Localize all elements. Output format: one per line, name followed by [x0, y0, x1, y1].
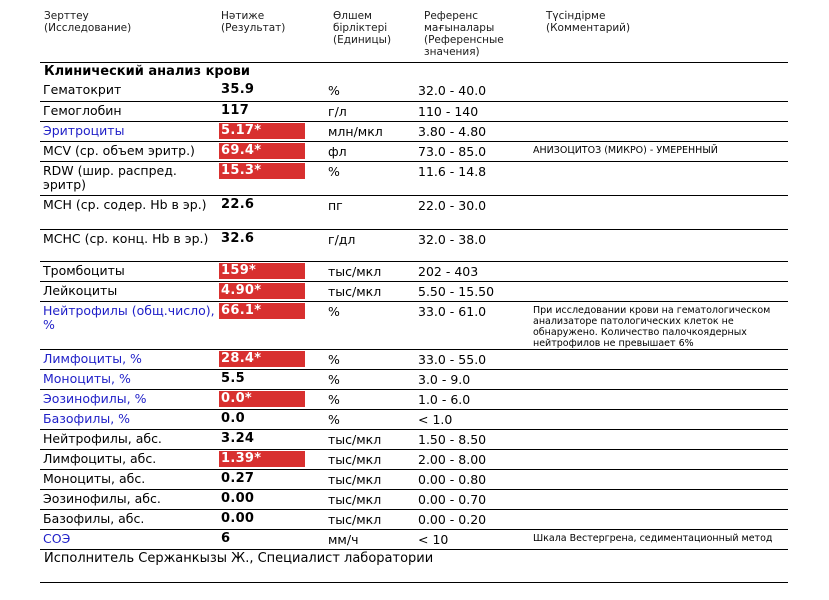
- unit: тыс/мкл: [328, 263, 382, 279]
- test-name: Лимфоциты, абс.: [43, 450, 157, 466]
- test-name[interactable]: СОЭ: [43, 530, 71, 546]
- comment-cell: [533, 409, 788, 429]
- table-row: [40, 141, 788, 161]
- test-name-cell: [40, 195, 218, 229]
- comment: [533, 430, 788, 433]
- table-row: [40, 409, 788, 429]
- reference-cell: [418, 141, 533, 161]
- reference-cell: [418, 121, 533, 141]
- comment: [533, 162, 788, 165]
- comment: [533, 390, 788, 393]
- unit-cell: [328, 195, 418, 229]
- result-cell: [218, 161, 328, 195]
- test-name-cell: [40, 509, 218, 529]
- reference-range: 110 - 140: [418, 103, 479, 119]
- unit: %: [328, 83, 340, 98]
- unit: %: [328, 371, 340, 387]
- table-row: [40, 101, 788, 121]
- unit: тыс/мкл: [328, 283, 382, 299]
- comment: [533, 450, 788, 453]
- reference-range: 22.0 - 30.0: [418, 197, 487, 213]
- table-row: [40, 429, 788, 449]
- comment: При исследовании крови на гематологическом анализаторе патологических клеток не обнаружено. Количество палочкоядерных нейтрофилов не превышает 6%: [533, 304, 771, 349]
- unit-cell: [328, 389, 418, 409]
- table-row: [40, 449, 788, 469]
- table-row: [40, 389, 788, 409]
- comment: Шкала Вестергрена, седиментационный метод: [533, 532, 773, 544]
- unit-cell: [328, 301, 418, 349]
- test-name-cell: [40, 281, 218, 301]
- comment-cell: [533, 489, 788, 509]
- comment: [533, 196, 788, 199]
- reference-cell: [418, 449, 533, 469]
- comment: [533, 410, 788, 413]
- unit-cell: [328, 349, 418, 369]
- table-row: [40, 349, 788, 369]
- test-name[interactable]: Нейтрофилы (общ.число), %: [43, 302, 215, 332]
- unit-cell: [328, 141, 418, 161]
- reference-range: 11.6 - 14.8: [418, 163, 487, 179]
- table-row: [40, 161, 788, 195]
- unit: тыс/мкл: [328, 431, 382, 447]
- reference-range: 1.50 - 8.50: [418, 431, 487, 447]
- comment: [533, 510, 788, 513]
- unit: г/дл: [328, 231, 356, 247]
- abnormal-result: 1.39*: [219, 451, 305, 467]
- result-cell: [218, 369, 328, 389]
- section-title: Клинический анализ крови: [44, 64, 250, 79]
- reference-cell: [418, 195, 533, 229]
- test-name: MCV (ср. объем эритр.): [43, 142, 195, 158]
- result-cell: [218, 301, 328, 349]
- test-name: Гемоглобин: [43, 102, 122, 118]
- unit: пг: [328, 197, 343, 213]
- comment-cell: [533, 229, 788, 261]
- table-row: [40, 301, 788, 349]
- reference-range: 32.0 - 40.0: [418, 83, 487, 98]
- test-name: MCHC (ср. конц. Hb в эр.): [43, 230, 209, 246]
- comment-cell: [533, 161, 788, 195]
- comment: [533, 370, 788, 373]
- result-cell: [218, 509, 328, 529]
- test-name: Гематокрит: [43, 82, 122, 97]
- result-cell: [218, 409, 328, 429]
- result-value: 0.0: [221, 410, 245, 426]
- test-name-cell: [40, 229, 218, 261]
- abnormal-result: 15.3*: [219, 163, 305, 179]
- reference-range: 202 - 403: [418, 263, 479, 279]
- comment-cell: [533, 529, 788, 549]
- unit-cell: [328, 409, 418, 429]
- test-name: Нейтрофилы, абс.: [43, 430, 162, 446]
- reference-range: 0.00 - 0.70: [418, 491, 487, 507]
- unit-cell: [328, 469, 418, 489]
- test-name-cell: [40, 449, 218, 469]
- unit-cell: [328, 121, 418, 141]
- comment-cell: [533, 349, 788, 369]
- test-name: Эозинофилы, абс.: [43, 490, 161, 506]
- test-name-cell: [40, 161, 218, 195]
- reference-range: 0.00 - 0.20: [418, 511, 487, 527]
- unit: млн/мкл: [328, 123, 383, 139]
- unit: тыс/мкл: [328, 471, 382, 487]
- reference-range: 3.80 - 4.80: [418, 123, 487, 139]
- table-row: [40, 81, 788, 101]
- comment: [533, 470, 788, 473]
- reference-cell: [418, 229, 533, 261]
- result-cell: [218, 261, 328, 281]
- unit-cell: [328, 101, 418, 121]
- results-table: [40, 81, 788, 550]
- test-name-cell: [40, 529, 218, 549]
- header-divider: [40, 62, 788, 63]
- comment-cell: [533, 141, 788, 161]
- test-name-cell: [40, 489, 218, 509]
- test-name-cell: [40, 469, 218, 489]
- test-name: MCH (ср. содер. Hb в эр.): [43, 196, 207, 212]
- test-name[interactable]: Базофилы, %: [43, 410, 131, 426]
- reference-cell: [418, 81, 533, 101]
- comment: [533, 230, 788, 233]
- test-name-cell: [40, 261, 218, 281]
- result-cell: [218, 529, 328, 549]
- header-comment: Түсіндірме (Комментарий): [546, 10, 631, 34]
- comment-cell: [533, 389, 788, 409]
- abnormal-result: 69.4*: [219, 143, 305, 159]
- test-name-cell: [40, 349, 218, 369]
- comment-cell: [533, 281, 788, 301]
- comment-cell: [533, 509, 788, 529]
- result-value: 32.6: [221, 230, 255, 246]
- abnormal-result: 5.17*: [219, 123, 305, 139]
- reference-cell: [418, 161, 533, 195]
- unit-cell: [328, 369, 418, 389]
- footer-divider: [40, 582, 788, 583]
- unit: тыс/мкл: [328, 511, 382, 527]
- table-row: [40, 489, 788, 509]
- unit-cell: [328, 449, 418, 469]
- unit: %: [328, 351, 340, 367]
- abnormal-result: 4.90*: [219, 283, 305, 299]
- unit: %: [328, 303, 340, 319]
- unit: фл: [328, 143, 347, 159]
- header-test: Зерттеу (Исследование): [44, 10, 132, 34]
- table-row: [40, 469, 788, 489]
- unit: мм/ч: [328, 531, 359, 547]
- result-cell: [218, 121, 328, 141]
- reference-cell: [418, 101, 533, 121]
- test-name-cell: [40, 369, 218, 389]
- unit-cell: [328, 489, 418, 509]
- executor-signature: Исполнитель Сержанкызы Ж., Специалист лаборатории: [44, 551, 434, 566]
- result-cell: [218, 195, 328, 229]
- comment: АНИЗОЦИТОЗ (МИКРО) - УМЕРЕННЫЙ: [533, 144, 718, 156]
- abnormal-result: 0.0*: [219, 391, 305, 407]
- result-cell: [218, 429, 328, 449]
- unit-cell: [328, 81, 418, 101]
- reference-cell: [418, 281, 533, 301]
- reference-range: < 10: [418, 531, 449, 547]
- abnormal-result: 159*: [219, 263, 305, 279]
- reference-range: 5.50 - 15.50: [418, 283, 495, 299]
- reference-cell: [418, 429, 533, 449]
- reference-range: 33.0 - 61.0: [418, 303, 487, 319]
- abnormal-result: 66.1*: [219, 303, 305, 319]
- table-row: [40, 195, 788, 229]
- reference-range: < 1.0: [418, 411, 453, 427]
- result-cell: [218, 281, 328, 301]
- test-name[interactable]: Эозинофилы, %: [43, 390, 147, 406]
- comment-cell: [533, 261, 788, 281]
- unit: %: [328, 391, 340, 407]
- result-value: 35.9: [221, 82, 255, 97]
- comment: [533, 102, 788, 105]
- result-value: 117: [221, 102, 250, 118]
- unit-cell: [328, 509, 418, 529]
- unit-cell: [328, 261, 418, 281]
- unit: г/л: [328, 103, 347, 119]
- unit: %: [328, 163, 340, 179]
- result-cell: [218, 81, 328, 101]
- reference-cell: [418, 409, 533, 429]
- comment-cell: [533, 449, 788, 469]
- test-name-cell: [40, 101, 218, 121]
- test-name-cell: [40, 301, 218, 349]
- unit-cell: [328, 281, 418, 301]
- result-cell: [218, 469, 328, 489]
- comment: [533, 122, 788, 125]
- test-name-cell: [40, 141, 218, 161]
- reference-range: 0.00 - 0.80: [418, 471, 487, 487]
- reference-cell: [418, 261, 533, 281]
- comment: [533, 350, 788, 353]
- reference-cell: [418, 509, 533, 529]
- test-name: Моноциты, абс.: [43, 470, 146, 486]
- table-row: [40, 529, 788, 549]
- reference-range: 3.0 - 9.0: [418, 371, 471, 387]
- result-value: 0.27: [221, 470, 255, 486]
- result-cell: [218, 389, 328, 409]
- test-name-cell: [40, 389, 218, 409]
- test-name[interactable]: Эритроциты: [43, 122, 125, 138]
- comment-cell: [533, 81, 788, 101]
- test-name: Базофилы, абс.: [43, 510, 145, 526]
- comment-cell: [533, 301, 788, 349]
- reference-cell: [418, 369, 533, 389]
- test-name[interactable]: Лимфоциты, %: [43, 350, 142, 366]
- reference-cell: [418, 301, 533, 349]
- table-row: [40, 369, 788, 389]
- reference-range: 33.0 - 55.0: [418, 351, 487, 367]
- unit: %: [328, 411, 340, 427]
- comment: [533, 81, 788, 84]
- test-name: Лейкоциты: [43, 282, 118, 298]
- test-name-cell: [40, 429, 218, 449]
- reference-cell: [418, 529, 533, 549]
- comment-cell: [533, 101, 788, 121]
- reference-cell: [418, 469, 533, 489]
- table-row: [40, 229, 788, 261]
- test-name: Тромбоциты: [43, 262, 125, 278]
- header-units: Өлшем бірліктері (Единицы): [333, 10, 392, 46]
- test-name: RDW (шир. распред. эритр): [43, 162, 177, 192]
- comment-cell: [533, 195, 788, 229]
- test-name-cell: [40, 121, 218, 141]
- header-reference: Референс мағыналары (Референсные значения): [424, 10, 504, 58]
- comment-cell: [533, 469, 788, 489]
- reference-range: 32.0 - 38.0: [418, 231, 487, 247]
- unit: тыс/мкл: [328, 491, 382, 507]
- abnormal-result: 28.4*: [219, 351, 305, 367]
- reference-range: 2.00 - 8.00: [418, 451, 487, 467]
- result-value: 22.6: [221, 196, 255, 212]
- comment-cell: [533, 369, 788, 389]
- result-cell: [218, 101, 328, 121]
- result-value: 3.24: [221, 430, 255, 446]
- comment-cell: [533, 121, 788, 141]
- unit-cell: [328, 161, 418, 195]
- header-result: Нәтиже (Результат): [221, 10, 286, 34]
- result-cell: [218, 141, 328, 161]
- comment: [533, 282, 788, 285]
- reference-cell: [418, 349, 533, 369]
- comment: [533, 262, 788, 265]
- reference-cell: [418, 489, 533, 509]
- table-header: [0, 0, 829, 62]
- table-row: [40, 281, 788, 301]
- result-cell: [218, 349, 328, 369]
- result-cell: [218, 229, 328, 261]
- test-name-cell: [40, 409, 218, 429]
- test-name-cell: [40, 81, 218, 101]
- result-value: 6: [221, 530, 231, 546]
- table-row: [40, 261, 788, 281]
- reference-range: 1.0 - 6.0: [418, 391, 471, 407]
- unit: тыс/мкл: [328, 451, 382, 467]
- comment-cell: [533, 429, 788, 449]
- table-row: [40, 509, 788, 529]
- reference-cell: [418, 389, 533, 409]
- result-value: 0.00: [221, 490, 255, 506]
- result-value: 0.00: [221, 510, 255, 526]
- comment: [533, 490, 788, 493]
- table-row: [40, 121, 788, 141]
- test-name[interactable]: Моноциты, %: [43, 370, 131, 386]
- unit-cell: [328, 229, 418, 261]
- result-cell: [218, 449, 328, 469]
- unit-cell: [328, 529, 418, 549]
- result-value: 5.5: [221, 370, 245, 386]
- unit-cell: [328, 429, 418, 449]
- reference-range: 73.0 - 85.0: [418, 143, 487, 159]
- result-cell: [218, 489, 328, 509]
